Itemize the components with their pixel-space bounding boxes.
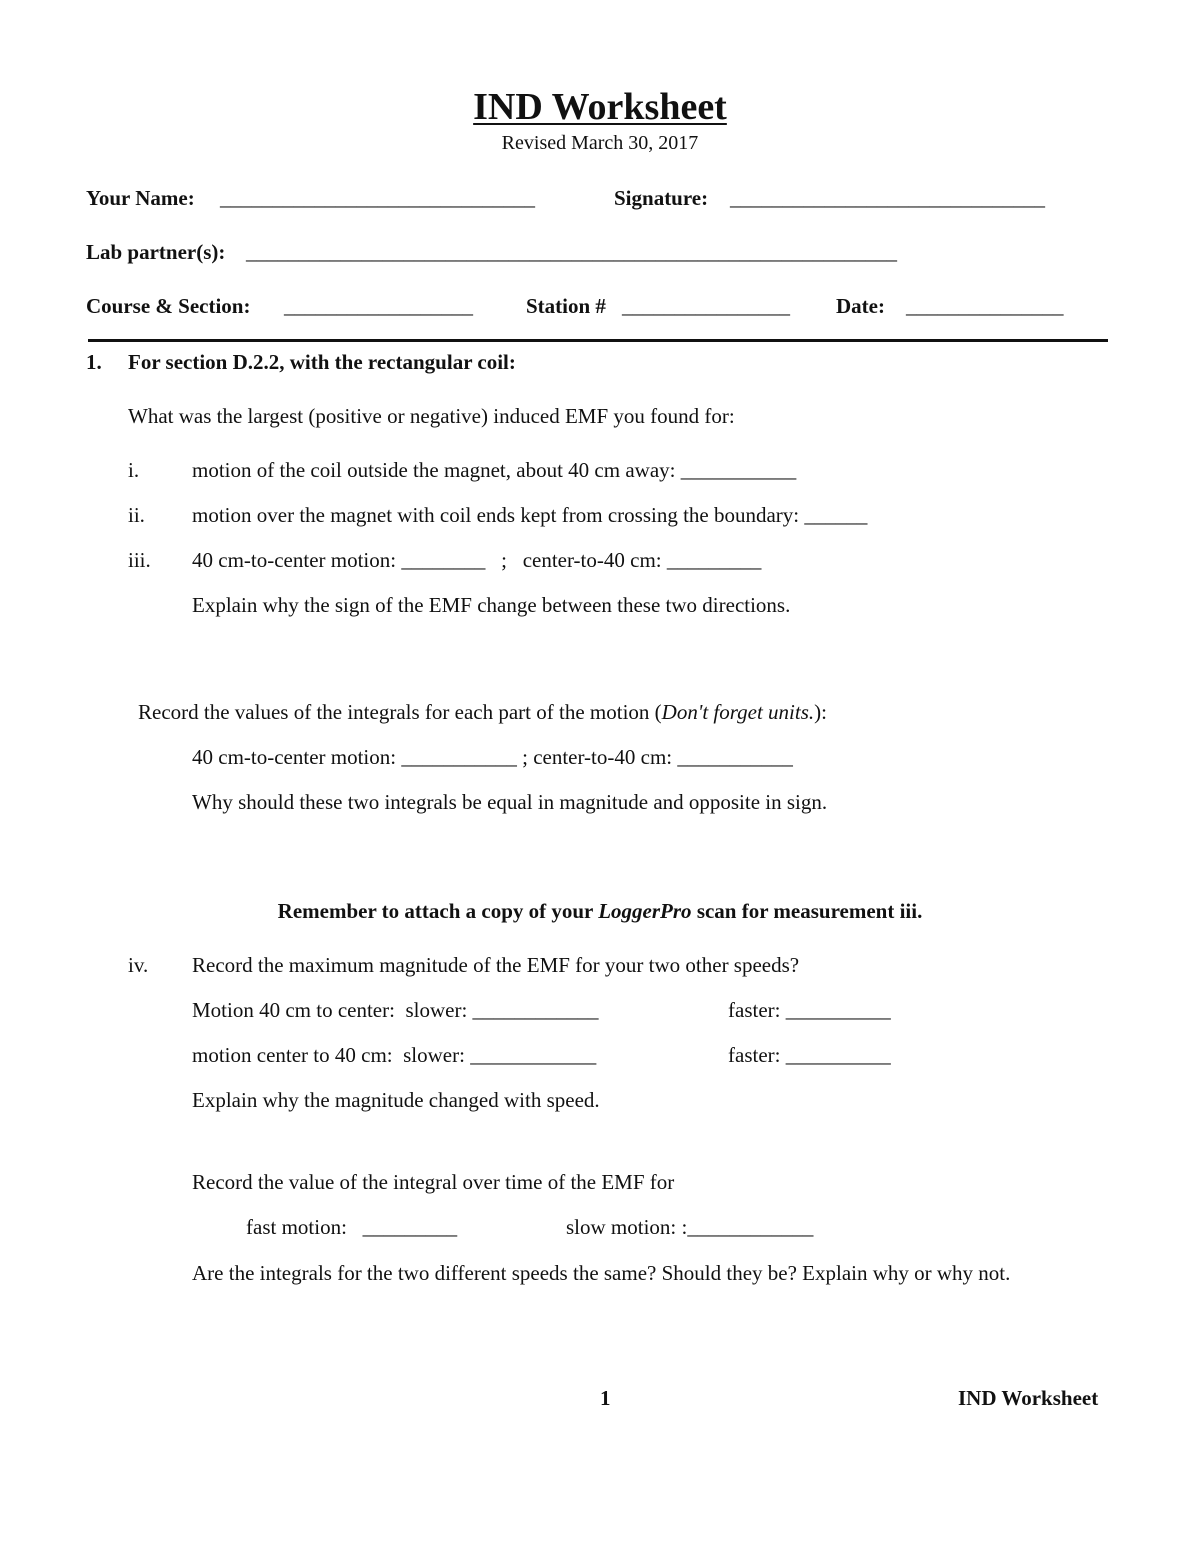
item-iii-text: 40 cm-to-center motion: ________ ; center-to-40 cm: _________	[192, 548, 762, 572]
item-iv-text: Record the maximum magnitude of the EMF for your two other speeds?	[192, 953, 800, 977]
question-prompt: What was the largest (positive or negative) induced EMF you found for:	[128, 404, 735, 428]
integrals-why: Why should these two integrals be equal in magnitude and opposite in sign.	[192, 790, 828, 814]
station-label: Station #	[526, 294, 606, 318]
footer-label: IND Worksheet	[958, 1386, 1099, 1410]
item-iii-explain: Explain why the sign of the EMF change between these two directions.	[192, 593, 791, 617]
record-integrals-text: Record the values of the integrals for each part of the motion (	[138, 700, 662, 724]
motion-from-center-slower: motion center to 40 cm: slower: ____________	[192, 1043, 597, 1067]
item-ii-text: motion over the magnet with coil ends kept from crossing the boundary: ______	[192, 503, 868, 527]
integral-time-prompt: Record the value of the integral over time of the EMF for	[192, 1170, 675, 1194]
final-question: Are the integrals for the two different speeds the same? Should they be? Explain why or why not.	[192, 1261, 1011, 1285]
station-field[interactable]: ________________	[622, 294, 790, 318]
slow-motion-field: slow motion: :____________	[566, 1215, 814, 1239]
date-field[interactable]: _______________	[906, 294, 1064, 318]
reminder-software: LoggerPro	[598, 899, 692, 923]
date-label: Date:	[836, 294, 885, 318]
lab-partners-label: Lab partner(s):	[86, 240, 226, 264]
fast-motion-field: fast motion: _________	[246, 1215, 458, 1239]
item-iii-number: iii.	[128, 548, 151, 572]
item-i-text: motion of the coil outside the magnet, about 40 cm away: ___________	[192, 458, 797, 482]
item-ii-number: ii.	[128, 503, 145, 527]
name-label: Your Name:	[86, 186, 195, 210]
page-title: IND Worksheet	[473, 86, 727, 128]
page-number: 1	[600, 1386, 611, 1410]
reminder-measurement: scan for measurement iii.	[691, 899, 923, 923]
item-iv-number: iv.	[128, 953, 149, 977]
course-section-field[interactable]: __________________	[284, 294, 473, 318]
signature-label: Signature:	[614, 186, 709, 210]
record-integrals-units-note: Don't forget units.	[661, 700, 815, 724]
record-integrals-close: ):	[814, 700, 827, 724]
item-i-number: i.	[128, 458, 140, 482]
reminder-note	[0, 901, 1200, 922]
lab-partners-field[interactable]: ______________________________________________________________	[246, 240, 897, 264]
course-section-label: Course & Section:	[86, 294, 251, 318]
signature-field[interactable]: ______________________________	[730, 186, 1045, 210]
integrals-line: 40 cm-to-center motion: ___________ ; center-to-40 cm: ___________	[192, 745, 793, 769]
reminder-text: Remember to attach a copy of your	[277, 899, 599, 923]
question-heading: For section D.2.2, with the rectangular coil:	[128, 350, 516, 374]
question-number: 1.	[86, 350, 102, 374]
revision-date: Revised March 30, 2017	[501, 132, 699, 154]
motion-from-center-faster: faster: __________	[728, 1043, 891, 1067]
motion-to-center-faster: faster: __________	[728, 998, 891, 1022]
motion-to-center-slower: Motion 40 cm to center: slower: ____________	[192, 998, 599, 1022]
item-iv-explain: Explain why the magnitude changed with speed.	[192, 1088, 600, 1112]
name-field[interactable]: ______________________________	[220, 186, 535, 210]
record-integrals-prompt	[138, 702, 827, 723]
section-divider	[88, 339, 1108, 342]
